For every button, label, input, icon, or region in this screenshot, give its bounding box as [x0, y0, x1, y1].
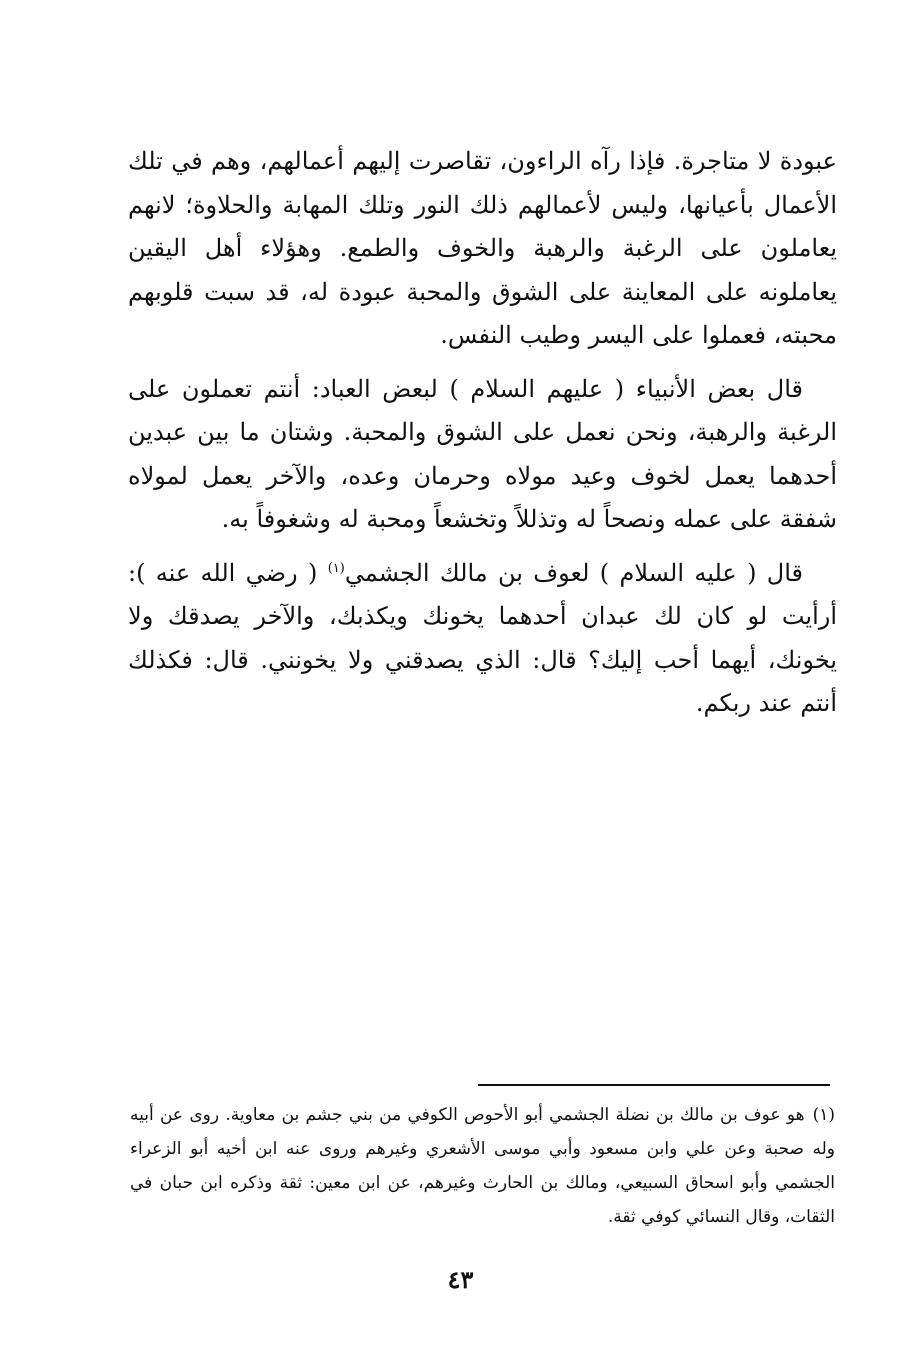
paragraph-3-end: ( رضي الله عنه ): أرأيت لو كان لك عبدان أحدهما يخونك ويكذبك، والآخر يصدقك ولا يخونك، أيهما أحب إليك؟ قال: الذي يصدقني ولا يخونني. قال: فكذلك أنتم عند ربكم. [128, 558, 838, 717]
page-number: ٤٣ [447, 1265, 474, 1294]
footnote-divider [478, 1084, 830, 1086]
paragraph-3-start: قال ( عليه السلام ) لعوف بن مالك الجشمي [344, 558, 803, 587]
footnote-reference[interactable]: (١) [327, 560, 345, 576]
paragraph-2: قال بعض الأنبياء ( عليهم السلام ) لبعض العباد: أنتم تعملون على الرغبة والرهبة، ونحن نعمل على الشوق والمحبة. وشتان ما بين عبدين أحدهما يعمل لخوف وعيد مولاه وحرمان وعده، والآخر يعمل لمولاه شفقة على عمله ونصحاً له وتذللاً وتخشعاً ومحبة له وشغوفاً به. [128, 374, 837, 533]
main-text [128, 140, 837, 736]
paragraph-3 [128, 552, 837, 726]
paragraph-1: عبودة لا متاجرة. فإذا رآه الراءون، تقاصرت إليهم أعمالهم، وهم في تلك الأعمال بأعيانها، وليس لأعمالهم ذلك النور وتلك المهابة والحلاوة؛ لانهم يعاملون على الرغبة والرهبة والخوف والطمع. وهؤلاء أهل اليقين يعاملونه على المعاينة على الشوق والمحبة عبودة له، قد سبت قلوبهم محبته، فعملوا على اليسر وطيب النفس. [128, 147, 837, 349]
footnote-text: هو عوف بن مالك بن نضلة الجشمي أبو الأحوص الكوفي من بني جشم بن معاوية. روى عن أبيه وله صحبة وعن علي وابن مسعود وأبي موسى الأشعري وغيرهم وروى عنه ابن أخيه أبو الزعراء الجشمي وأبو اسحاق السبيعي، ومالك بن الحارث وغيرهم، عن ابن معين: ثقة وذكره ابن حبان في الثقات، وقال النسائي كوفي ثقة. [130, 1105, 835, 1227]
footnote [130, 1098, 835, 1234]
footnote-marker: (١) [812, 1105, 835, 1125]
